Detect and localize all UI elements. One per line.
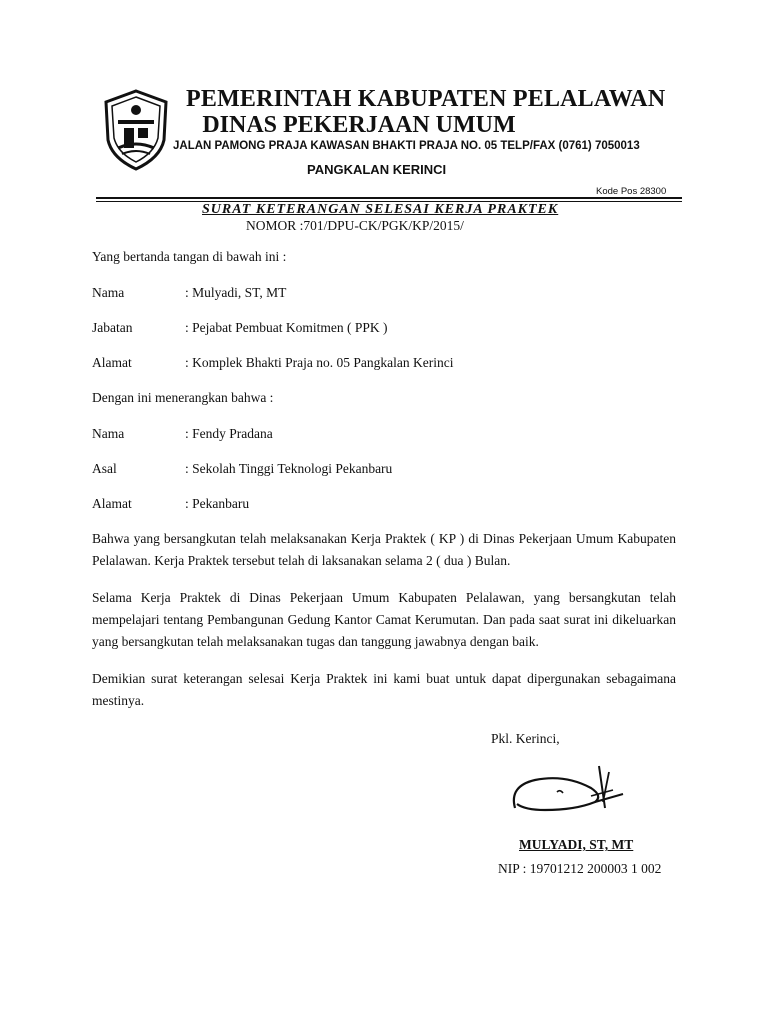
signer-address-value: : Komplek Bhakti Praja no. 05 Pangkalan Kerinci (185, 355, 454, 370)
office-city: PANGKALAN KERINCI (307, 162, 447, 177)
signer-position-value: : Pejabat Pembuat Komitmen ( PPK ) (185, 320, 388, 335)
signer-name-label: Nama (92, 285, 125, 300)
signer-position-label: Jabatan (92, 320, 133, 335)
signature-place: Pkl. Kerinci, (491, 731, 560, 746)
student-address-value: : Pekanbaru (185, 496, 250, 511)
regency-crest-icon (100, 88, 172, 172)
letterhead-divider (96, 197, 682, 199)
student-address-label: Alamat (92, 496, 132, 511)
student-name-value: : Fendy Pradana (185, 426, 273, 441)
declare-text: Dengan ini menerangkan bahwa : (92, 390, 274, 405)
student-name-label: Nama (92, 426, 125, 441)
paragraph-closing: Demikian surat keterangan selesai Kerja Praktek ini kami buat untuk dapat dipergunakan sebagaimana mestinya. (92, 671, 676, 708)
paragraph-completion: Bahwa yang bersangkutan telah melaksanakan Kerja Praktek ( KP ) di Dinas Pekerjaan Umum Kabupaten Pelalawan. Kerja Praktek tersebut telah di laksanakan selama 2 ( dua ) Bulan. (92, 531, 676, 568)
signer-address-label: Alamat (92, 355, 132, 370)
paragraph-activities: Selama Kerja Praktek di Dinas Pekerjaan Umum Kabupaten Pelalawan, yang bersangkutan telah mempelajari tentang Pembangunan Gedung Kantor Camat Kerumutan. Dan pada saat surat ini dikeluarkan yang bersangkutan telah melaksanakan tugas dan tanggung jawabnya dengan baik. (92, 590, 676, 649)
student-origin-value: : Sekolah Tinggi Teknologi Pekanbaru (185, 461, 393, 476)
signer-nip: NIP : 19701212 200003 1 002 (498, 861, 662, 876)
letter-number: NOMOR :701/DPU-CK/PGK/KP/2015/ (246, 218, 464, 233)
office-address: JALAN PAMONG PRAJA KAWASAN BHAKTI PRAJA NO. 05 TELP/FAX (0761) 7050013 (173, 140, 640, 152)
signer-name-value: : Mulyadi, ST, MT (185, 285, 287, 300)
letter-title: SURAT KETERANGAN SELESAI KERJA PRAKTEK (202, 202, 559, 217)
postal-code: Kode Pos 28300 (596, 186, 667, 197)
intro-text: Yang bertanda tangan di bawah ini : (92, 249, 287, 264)
agency-name: PEMERINTAH KABUPATEN PELALAWAN (186, 86, 666, 112)
signer-name: MULYADI, ST, MT (519, 837, 634, 852)
student-origin-label: Asal (92, 461, 117, 476)
handwritten-signature-icon (505, 758, 625, 824)
department-name: DINAS PEKERJAAN UMUM (202, 112, 516, 138)
